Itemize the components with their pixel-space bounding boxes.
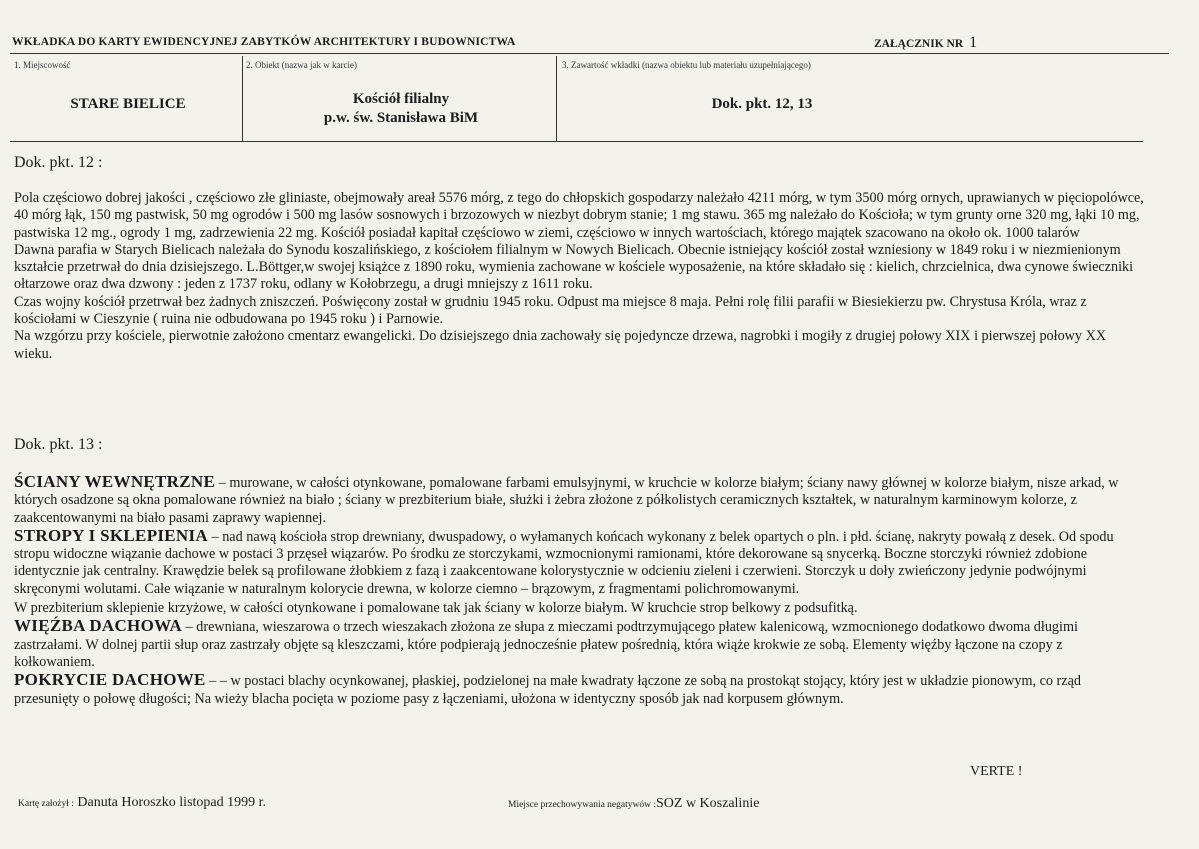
cells-bottom-rule [10,141,1143,142]
cell-divider-1 [242,56,243,141]
block-roof-truss [14,617,1144,671]
place-label: 1. Miejscowość [14,60,71,70]
section-13-heading: Dok. pkt. 13 : [14,436,103,453]
block-text: W prezbiterium sklepienie krzyżowe, w całości otynkowane i pomalowane tak jak ściany w kolorze białym. W kruchcie strop belkowy z podsufitką. [14,600,858,617]
section-12-body [14,190,1144,363]
section-13-body [14,473,1144,708]
block-walls [14,473,1144,527]
block-text: – – w postaci blachy ocynkowanej, płaskiej, podzielonej na małe kwadraty łączone ze sobą na prostokąt stojący, który jest w układzie pionowym, co rząd przesunięty o połowę długości; Na wieży blacha pocięta w poziome pasy z łączeniami, ułożona w identyczny sposób jak nad korpusem głównym. [14,673,1081,707]
section-12-paragraph: Dawna parafia w Starych Bielicach należała do Synodu koszalińskiego, z kościołem filialnym w Nowych Bielicach. Obecnie istniejący kościół został wzniesiony w 1849 roku i w niezmienionym kształcie przetrwał do dnia dzisiejszego. L.Böttger,w swojej książce z 1890 roku, wymienia zachowane w kościele wyposażenie, na które składało się : kielich, chrzcielnica, dwa cynowe świeczniki ołtarzowe oraz dwa dzwony : jeden z 1737 roku, odlany w Kołobrzegu, a drugi mniejszy z 1611 roku. [14,241,1134,293]
storage-label: Miejsce przechowywania negatywów : [508,800,656,810]
author-line [18,795,266,811]
block-ceilings [14,527,1144,598]
block-text: – nad nawą kościoła strop drewniany, dwuspadowy, o wyłamanych końcach wykonany z belek opartych o pln. i płd. ścianę, nakryty powałą z desek. Od spodu stropu widoczne wiązanie dachowe w postaci 3 przęseł wiązarów. Po środku ze storczykami, wzmocnionymi ramionami, które dekorowane są snycerką. Boczne storczyki również zdobione identycznie jak centralny. Krawędzie belek są profilowane żłobkiem z fazą i zaakcentowane kolorystycznie w odcieniu zieleni i czerwieni. Storczyk u doły zwieńczony jedynie podwójnymi skręconymi wolutami. Całe wiązanie w naturalnym kolorycie drewna, w kolorze ciemno – brązowym, z fragmentami polichromowanymi. [14,528,1114,597]
block-roofing [14,671,1144,708]
content-value: Dok. pkt. 12, 13 [711,96,813,112]
verte-note: VERTE ! [970,764,1023,779]
attachment-label: ZAŁĄCZNIK NR [874,38,964,50]
attachment-number-value: 1 [969,34,978,51]
block-title: STROPY I SKLEPIENIA [14,525,209,545]
block-title: WIĘŹBA DACHOWA [14,616,183,636]
storage-value: SOZ w Koszalinie [656,796,760,811]
author-label: Kartę założył : [18,799,74,809]
block-text: – murowane, w całości otynkowane, pomalowane farbami emulsyjnymi, w kruchcie w kolorze białym; ściany nawy głównej w kolorze białym, nisze arkad, w których osadzone są okna pomalowane również na biało ; ściany w prezbiterium białe, służki i żebra złożone z półkolistych ceramicznych kształtek, w naturalnym karminowym kolorze, z zaakcentowanymi na biało pasami zaprawy wapiennej. [14,475,1119,526]
storage-line [508,796,759,812]
section-12-heading: Dok. pkt. 12 : [14,154,103,171]
section-12-paragraph: Czas wojny kościół przetrwał bez żadnych zniszczeń. Poświęcony został w grudniu 1945 roku. Odpust ma miejsce 8 maja. Pełni rolę filii parafii w Biesiekierzu pw. Chrystusa Króla, wraz z kościołami w Cieszynie ( ruina nie odbudowana po 1945 roku ) i Parnowie. [14,293,1087,328]
attachment-number [874,34,977,52]
block-presbytery [14,598,1144,617]
object-value-line2: p.w. św. Stanisława BiM [323,110,479,126]
section-12-paragraph: Na wzgórzu przy kościele, pierwotnie założono cmentarz ewangelicki. Do dzisiejszego dnia zachowały się pojedyncze drzewa, nagrobki i mogiły z drugiej połowy XIX i pierwszej połowy XX wieku. [14,328,1107,362]
cell-divider-2 [556,56,557,141]
object-value-line1: Kościół filialny [352,91,450,107]
content-label: 3. Zawartość wkładki (nazwa obiektu lub materiału uzupełniającego) [562,60,811,70]
place-value: STARE BIELICE [70,96,186,112]
block-title: POKRYCIE DACHOWE [14,670,206,690]
section-12-paragraph: Pola częściowo dobrej jakości , częściowo złe gliniaste, obejmowały areał 5576 mórg, z tego do chłopskich gospodarzy należało 4211 mórg, w tym 3500 mórg ornych, uprawianych w pięciopolówce, 40 mórg łąk, 150 mg pastwisk, 50 mg ogrodów i 500 mg lasów sosnowych i brzozowych w niezbyt dobrym stanie; 1 mg stawu. 365 mg należało do Kościoła; w tym grunty orne 320 mg, łąki 10 mg, pastwiska 12 mg., ogrody 1 mg, zadrzewienia 22 mg. Kościół posiadał kapitał częściowo w ziemi, częściowo w innych wartościach, którego majątek szacowano na około ok. 1000 talarów [14,190,1144,241]
header-rule [10,53,1169,54]
object-value [246,90,556,128]
block-text: – drewniana, wieszarowa o trzech wieszakach złożona ze słupa z mieczami podtrzymującego płatew kalenicową, wzmocnionego dodatkowo dwoma długimi zastrzałami. W dolnej partii słup oraz zastrzały objęte są kleszczami, które podpierają jednocześnie płatew pośrednią, która wiąże krokwie ze sobą. Elementy więźby łączone na czopy z kołkowaniem. [14,619,1078,670]
object-label: 2. Obiekt (nazwa jak w karcie) [246,60,357,70]
form-title: WKŁADKA DO KARTY EWIDENCYJNEJ ZABYTKÓW ARCHITEKTURY I BUDOWNICTWA [12,36,516,48]
author-value: Danuta Horoszko listopad 1999 r. [77,795,267,810]
block-title: ŚCIANY WEWNĘTRZNE [14,472,216,491]
